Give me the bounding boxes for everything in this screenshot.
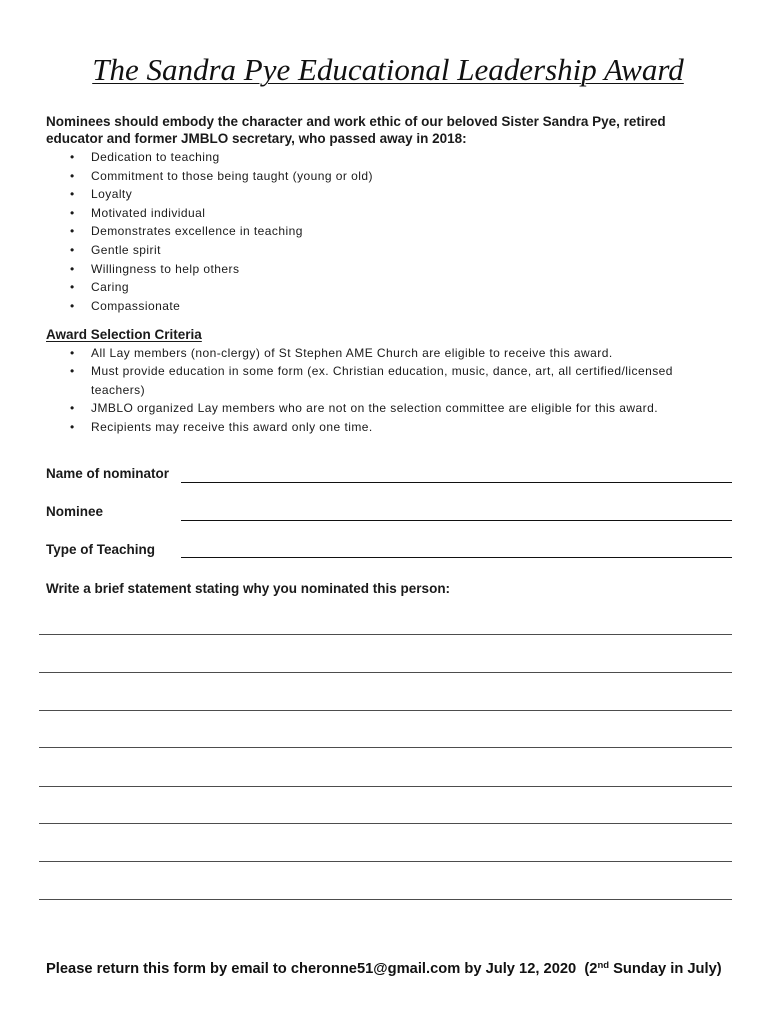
quality-item: • Loyalty [91, 185, 711, 204]
nominator-label: Name of nominator [46, 466, 170, 481]
quality-item: • Commitment to those being taught (young or old) [91, 167, 711, 186]
criteria-item: • Recipients may receive this award only one time. [91, 418, 711, 436]
return-instructions-text: Please return this form by email to cheronne51@gmail.com by July 12, 2020 (2 [46, 961, 598, 977]
statement-line[interactable] [39, 882, 732, 900]
statement-line[interactable] [39, 617, 732, 635]
statement-line[interactable] [39, 806, 732, 824]
nominee-label: Nominee [46, 504, 104, 519]
return-instructions-end: Sunday in July) [609, 961, 722, 977]
award-title-container [6, 51, 770, 89]
statement-line[interactable] [39, 730, 732, 748]
nominee-input[interactable] [181, 503, 732, 521]
quality-item: • Demonstrates excellence in teaching [91, 222, 711, 241]
statement-line[interactable] [39, 693, 732, 711]
intro-paragraph: Nominees should embody the character and work ethic of our beloved Sister Sandra Pye, retired educator and former JMBLO secretary, who passed away in 2018: [46, 114, 666, 146]
nominator-input[interactable] [181, 465, 732, 483]
quality-item: • Caring [91, 278, 711, 297]
award-title: The Sandra Pye Educational Leadership Award [92, 52, 684, 87]
statement-line[interactable] [39, 655, 732, 673]
quality-item: • Willingness to help others [91, 260, 711, 279]
statement-prompt: Write a brief statement stating why you nominated this person: [46, 581, 451, 596]
teaching-type-label: Type of Teaching [46, 542, 156, 557]
quality-item: • Gentle spirit [91, 241, 711, 260]
qualities-list [91, 148, 711, 315]
teaching-type-input[interactable] [181, 540, 732, 558]
return-instructions [46, 960, 722, 978]
criteria-heading: Award Selection Criteria [46, 327, 202, 342]
statement-line[interactable] [39, 769, 732, 787]
criteria-item: • JMBLO organized Lay members who are not on the selection committee are eligible for this award. [91, 399, 711, 417]
criteria-list [91, 344, 711, 436]
criteria-item: • All Lay members (non-clergy) of St Stephen AME Church are eligible to receive this award. [91, 344, 711, 362]
ordinal-suffix: nd [597, 960, 610, 971]
quality-item: • Dedication to teaching [91, 148, 711, 167]
quality-item: • Motivated individual [91, 204, 711, 223]
statement-line[interactable] [39, 844, 732, 862]
quality-item: • Compassionate [91, 297, 711, 316]
criteria-item: • Must provide education in some form (ex. Christian education, music, dance, art, all certified/licensed teachers) [91, 362, 711, 399]
